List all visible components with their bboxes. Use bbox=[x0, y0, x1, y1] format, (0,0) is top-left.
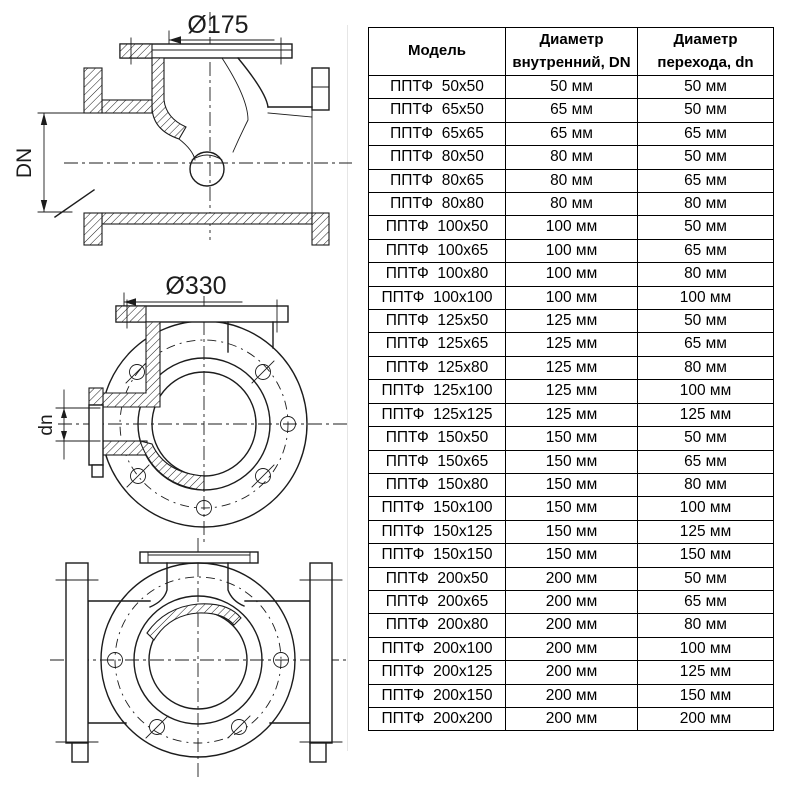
table-row bbox=[369, 169, 774, 192]
cell-transition-diameter: 80 мм bbox=[638, 473, 774, 496]
cell-inner-diameter: 200 мм bbox=[506, 637, 638, 660]
table-row bbox=[369, 310, 774, 333]
cell-transition-diameter: 150 мм bbox=[638, 544, 774, 567]
table-row bbox=[369, 122, 774, 145]
tee-section-view-drawing bbox=[13, 11, 352, 245]
cell-inner-diameter: 150 мм bbox=[506, 427, 638, 450]
dimension-label-top-diameter: Ø175 bbox=[187, 11, 249, 39]
dimension-label-middle-branch: dn bbox=[36, 414, 57, 436]
cell-model: ППТФ 200x80 bbox=[369, 614, 506, 637]
table-row bbox=[369, 286, 774, 309]
cell-model: ППТФ 200x50 bbox=[369, 567, 506, 590]
table-row bbox=[369, 544, 774, 567]
table-row bbox=[369, 403, 774, 426]
cell-model: ППТФ 125x50 bbox=[369, 310, 506, 333]
cell-transition-diameter: 65 мм bbox=[638, 239, 774, 262]
cell-inner-diameter: 125 мм bbox=[506, 310, 638, 333]
cell-inner-diameter: 200 мм bbox=[506, 614, 638, 637]
cell-inner-diameter: 125 мм bbox=[506, 356, 638, 379]
col-header-inner-diameter: Диаметр внутренний, DN bbox=[506, 28, 638, 76]
table-row bbox=[369, 427, 774, 450]
table-row bbox=[369, 707, 774, 730]
cell-model: ППТФ 200x200 bbox=[369, 707, 506, 730]
technical-drawings bbox=[0, 0, 368, 786]
cell-transition-diameter: 80 мм bbox=[638, 193, 774, 216]
cell-model: ППТФ 200x125 bbox=[369, 661, 506, 684]
cell-model: ППТФ 125x65 bbox=[369, 333, 506, 356]
cell-transition-diameter: 50 мм bbox=[638, 216, 774, 239]
tee-front-view-drawing bbox=[50, 538, 346, 780]
cell-transition-diameter: 125 мм bbox=[638, 661, 774, 684]
table-row bbox=[369, 614, 774, 637]
table-row bbox=[369, 239, 774, 262]
cell-inner-diameter: 100 мм bbox=[506, 239, 638, 262]
table-row bbox=[369, 76, 774, 99]
cell-model: ППТФ 150x100 bbox=[369, 497, 506, 520]
cell-model: ППТФ 50x50 bbox=[369, 76, 506, 99]
cell-model: ППТФ 65x65 bbox=[369, 122, 506, 145]
cell-inner-diameter: 200 мм bbox=[506, 684, 638, 707]
cell-inner-diameter: 100 мм bbox=[506, 286, 638, 309]
table-row bbox=[369, 473, 774, 496]
cell-model: ППТФ 80x80 bbox=[369, 193, 506, 216]
cell-transition-diameter: 150 мм bbox=[638, 684, 774, 707]
cell-transition-diameter: 100 мм bbox=[638, 497, 774, 520]
cell-inner-diameter: 80 мм bbox=[506, 193, 638, 216]
dimension-label-top-bore: DN bbox=[13, 147, 36, 179]
cell-inner-diameter: 65 мм bbox=[506, 122, 638, 145]
cell-inner-diameter: 125 мм bbox=[506, 403, 638, 426]
cell-inner-diameter: 65 мм bbox=[506, 99, 638, 122]
cell-inner-diameter: 200 мм bbox=[506, 590, 638, 613]
cell-transition-diameter: 65 мм bbox=[638, 450, 774, 473]
cell-transition-diameter: 200 мм bbox=[638, 707, 774, 730]
table-row bbox=[369, 356, 774, 379]
cell-inner-diameter: 150 мм bbox=[506, 450, 638, 473]
cell-model: ППТФ 100x65 bbox=[369, 239, 506, 262]
cell-transition-diameter: 80 мм bbox=[638, 263, 774, 286]
spec-table bbox=[368, 27, 774, 731]
cell-transition-diameter: 65 мм bbox=[638, 122, 774, 145]
cell-transition-diameter: 100 мм bbox=[638, 286, 774, 309]
table-row bbox=[369, 99, 774, 122]
cell-model: ППТФ 200x65 bbox=[369, 590, 506, 613]
cell-inner-diameter: 150 мм bbox=[506, 544, 638, 567]
spec-table-container bbox=[368, 27, 773, 731]
cell-transition-diameter: 100 мм bbox=[638, 380, 774, 403]
cell-transition-diameter: 80 мм bbox=[638, 356, 774, 379]
cell-inner-diameter: 150 мм bbox=[506, 473, 638, 496]
table-row bbox=[369, 333, 774, 356]
cell-transition-diameter: 50 мм bbox=[638, 310, 774, 333]
cell-inner-diameter: 150 мм bbox=[506, 497, 638, 520]
cell-transition-diameter: 125 мм bbox=[638, 403, 774, 426]
table-row bbox=[369, 380, 774, 403]
cell-inner-diameter: 80 мм bbox=[506, 169, 638, 192]
cell-transition-diameter: 50 мм bbox=[638, 76, 774, 99]
cell-inner-diameter: 50 мм bbox=[506, 76, 638, 99]
table-row bbox=[369, 146, 774, 169]
cell-model: ППТФ 200x150 bbox=[369, 684, 506, 707]
cell-transition-diameter: 125 мм bbox=[638, 520, 774, 543]
cell-inner-diameter: 200 мм bbox=[506, 661, 638, 684]
table-row bbox=[369, 567, 774, 590]
table-header-row bbox=[369, 28, 774, 76]
cell-inner-diameter: 200 мм bbox=[506, 567, 638, 590]
cell-model: ППТФ 80x65 bbox=[369, 169, 506, 192]
tee-end-view-drawing bbox=[36, 272, 348, 542]
cell-inner-diameter: 125 мм bbox=[506, 333, 638, 356]
table-row bbox=[369, 661, 774, 684]
table-row bbox=[369, 637, 774, 660]
table-row bbox=[369, 520, 774, 543]
cell-model: ППТФ 125x100 bbox=[369, 380, 506, 403]
cell-transition-diameter: 50 мм bbox=[638, 567, 774, 590]
cell-transition-diameter: 100 мм bbox=[638, 637, 774, 660]
cell-transition-diameter: 50 мм bbox=[638, 427, 774, 450]
cell-transition-diameter: 50 мм bbox=[638, 146, 774, 169]
cell-inner-diameter: 80 мм bbox=[506, 146, 638, 169]
cell-transition-diameter: 80 мм bbox=[638, 614, 774, 637]
cell-transition-diameter: 65 мм bbox=[638, 169, 774, 192]
cell-model: ППТФ 80x50 bbox=[369, 146, 506, 169]
cell-inner-diameter: 150 мм bbox=[506, 520, 638, 543]
cell-model: ППТФ 125x125 bbox=[369, 403, 506, 426]
cell-model: ППТФ 200x100 bbox=[369, 637, 506, 660]
table-row bbox=[369, 263, 774, 286]
cell-transition-diameter: 65 мм bbox=[638, 590, 774, 613]
cell-model: ППТФ 150x80 bbox=[369, 473, 506, 496]
cell-inner-diameter: 100 мм bbox=[506, 263, 638, 286]
table-row bbox=[369, 590, 774, 613]
table-row bbox=[369, 193, 774, 216]
spec-table-body bbox=[369, 76, 774, 731]
cell-model: ППТФ 65x50 bbox=[369, 99, 506, 122]
col-header-transition-diameter: Диаметр перехода, dn bbox=[638, 28, 774, 76]
cell-model: ППТФ 150x125 bbox=[369, 520, 506, 543]
table-row bbox=[369, 216, 774, 239]
table-row bbox=[369, 450, 774, 473]
cell-model: ППТФ 150x65 bbox=[369, 450, 506, 473]
dimension-label-middle-diameter: Ø330 bbox=[165, 272, 227, 300]
cell-model: ППТФ 100x80 bbox=[369, 263, 506, 286]
cell-model: ППТФ 150x50 bbox=[369, 427, 506, 450]
cell-inner-diameter: 200 мм bbox=[506, 707, 638, 730]
col-header-model: Модель bbox=[369, 28, 506, 76]
cell-inner-diameter: 125 мм bbox=[506, 380, 638, 403]
cell-inner-diameter: 100 мм bbox=[506, 216, 638, 239]
cell-model: ППТФ 100x50 bbox=[369, 216, 506, 239]
cell-transition-diameter: 65 мм bbox=[638, 333, 774, 356]
cell-model: ППТФ 100x100 bbox=[369, 286, 506, 309]
table-row bbox=[369, 497, 774, 520]
cell-model: ППТФ 125x80 bbox=[369, 356, 506, 379]
cell-transition-diameter: 50 мм bbox=[638, 99, 774, 122]
cell-model: ППТФ 150x150 bbox=[369, 544, 506, 567]
table-row bbox=[369, 684, 774, 707]
